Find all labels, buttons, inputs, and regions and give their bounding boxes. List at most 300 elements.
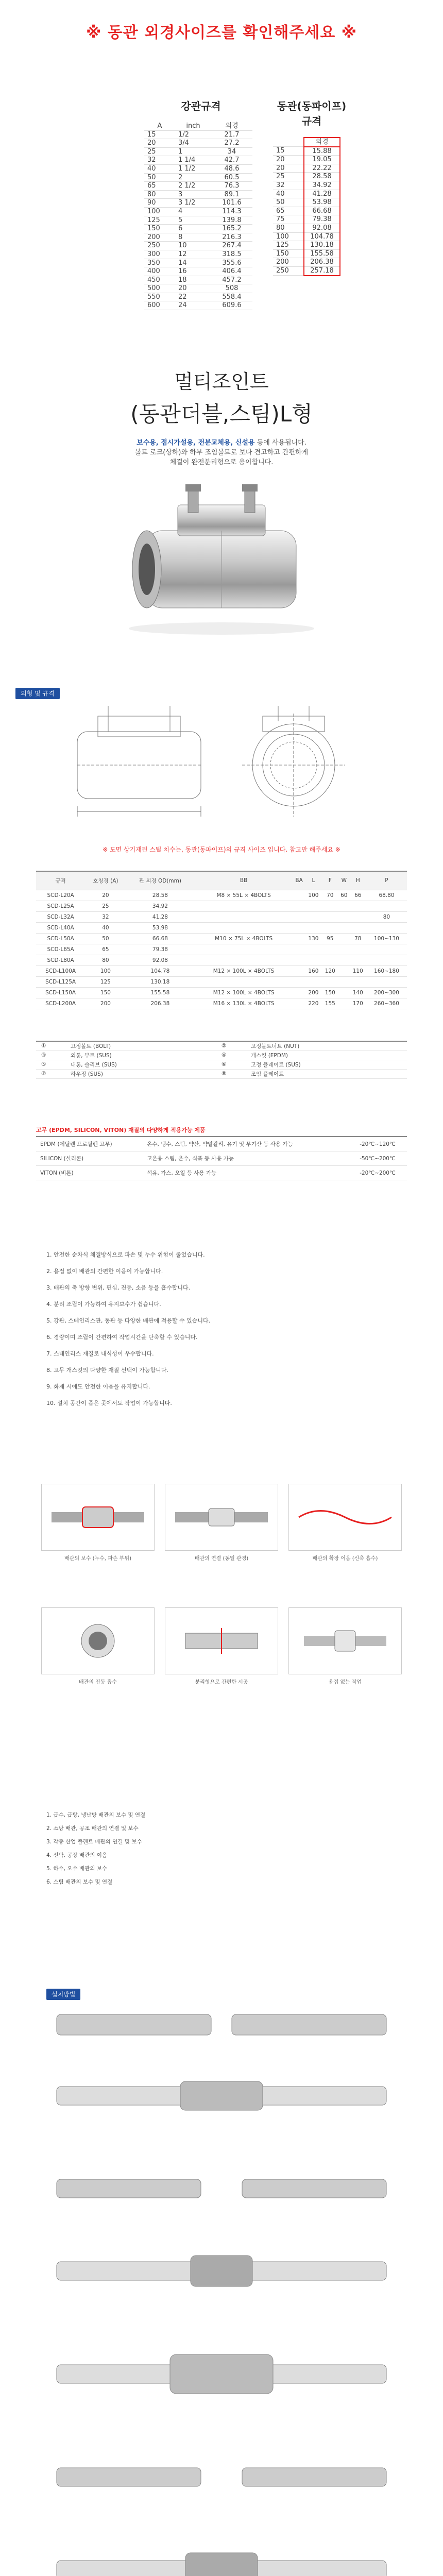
no-weld-photo [288,1607,402,1674]
feature-item: 9. 화재 시에도 안전한 이음을 유지합니다. [46,1383,150,1390]
spec-table-cell [366,922,407,933]
copper-table-cell: 150 [273,249,304,258]
gasket-cell: VITON (비톤) [36,1166,143,1180]
steel-table-cell: 89.1 [211,190,252,199]
steel-table-cell: 3/4 [175,139,211,148]
parts-cell: ③ [36,1050,65,1060]
copper-table-cell: 206.38 [304,258,340,267]
copper-table-cell: 200 [273,258,304,267]
spec-table-cell: 150 [322,987,338,998]
steel-table-cell: 450 [144,276,175,284]
steel-table-cell: 400 [144,267,175,276]
steel-header-od: 외경 [211,122,252,130]
steel-table-cell: 558.4 [211,293,252,301]
spec-table-row [36,944,407,955]
spec-table-cell [322,901,338,911]
spec-table-cell [194,922,293,933]
steel-table-cell: 8 [175,233,211,242]
spec-table-cell [322,955,338,965]
copper-table-cell: 155.58 [304,249,340,258]
spec-table [36,871,407,1009]
expansion-photo [288,1484,402,1551]
spec-table-cell [322,911,338,922]
steel-table-row [144,173,252,182]
steel-table-cell: 14 [175,259,211,267]
steel-table-row [144,267,252,276]
spec-table-cell: SCD-L25A [36,901,85,911]
spec-table-cell: 32 [85,911,126,922]
steel-table-row [144,225,252,233]
spec-table-cell: M12 × 100L × 4BOLTS [194,987,293,998]
steel-table-cell: 15 [144,130,175,139]
spec-table-row [36,922,407,933]
steel-table-cell: 350 [144,259,175,267]
spec-table-cell: M16 × 130L × 4BOLTS [194,998,293,1009]
spec-table-row [36,933,407,944]
spec-table-cell [194,944,293,955]
parts-cell: 내통, 슬리브 (SUS) [65,1060,216,1069]
spec-table-cell [293,987,305,998]
steel-table-row [144,182,252,191]
steel-table-cell: 250 [144,242,175,250]
product-title-line1: 멀티조인트 [174,370,269,393]
spec-table-cell [293,944,305,955]
copper-table-cell: 104.78 [304,232,340,241]
spec-table-header: L [305,871,321,890]
spec-table-header: F [322,871,338,890]
application-item [288,1607,402,1686]
spec-table-cell: 160~180 [366,965,407,976]
parts-cell: ⑧ [216,1069,246,1078]
steel-table-cell: 216.3 [211,233,252,242]
spec-table-cell: 200 [85,998,126,1009]
spec-table-cell [350,955,366,965]
spec-table-cell: SCD-L200A [36,998,85,1009]
steel-table-cell: 3 [175,190,211,199]
steel-table-cell: 27.2 [211,139,252,148]
spec-table-cell: SCD-L65A [36,944,85,955]
spec-table-cell: 41.28 [126,911,195,922]
copper-table [273,137,340,276]
steel-table-cell: 508 [211,284,252,293]
steel-table-row [144,216,252,225]
technical-drawing [57,701,386,835]
copper-table-cell: 53.98 [304,198,340,207]
copper-table-row [273,224,340,232]
steel-table-row [144,301,252,310]
application-item [165,1484,278,1563]
copper-table-cell: 80 [273,224,304,232]
spec-table-cell: SCD-L100A [36,965,85,976]
feature-item: 5. 강관, 스테인리스관, 동관 등 다양한 배관에 적용할 수 있습니다. [46,1317,211,1324]
spec-table-header: H [350,871,366,890]
steel-table-row [144,139,252,148]
spec-table-cell [338,922,350,933]
copper-table-row [273,164,340,173]
spec-table-row [36,976,407,987]
steel-table-cell: 500 [144,284,175,293]
steel-table-cell: 2 1/2 [175,182,211,191]
steel-table-row [144,164,252,173]
spec-table-cell: 20 [85,890,126,901]
spec-table-cell: 130 [305,933,321,944]
spec-table-cell [322,922,338,933]
banner-text: ※ 동관 외경사이즈를 확인해주세요 ※ [86,24,357,42]
gasket-cell: 고온용 스팀, 온수, 식품 등 사용 가능 [143,1151,348,1166]
spec-table-cell [293,998,305,1009]
copper-table-cell: 50 [273,198,304,207]
steel-table-cell: 50 [144,173,175,182]
spec-table-cell: 100~130 [366,933,407,944]
drawing-note: ※ 도면 상기재된 스틸 치수는, 동관(동파이프)의 규격 사이즈 입니다. 참고만 해주세요 ※ [103,846,340,853]
steel-table-cell: 21.7 [211,130,252,139]
spec-table-cell: 50 [85,933,126,944]
spec-table-cell [366,944,407,955]
steel-table-cell: 10 [175,242,211,250]
gasket-cell: -20℃~120℃ [348,1137,407,1151]
spec-table-cell [293,901,305,911]
steel-table-row [144,130,252,139]
spec-table-cell [350,922,366,933]
spec-table-cell [194,911,293,922]
steel-table-title: 강관규격 [181,100,221,112]
spec-table-row [36,890,407,901]
spec-table-cell: 80 [366,911,407,922]
steel-table-row [144,190,252,199]
steel-table-row [144,293,252,301]
copper-table-row [273,258,340,267]
gasket-row [36,1137,407,1151]
copper-table-row [273,241,340,250]
spec-table-cell: 68.80 [366,890,407,901]
steel-table-cell: 42.7 [211,156,252,165]
steel-table-cell: 300 [144,250,175,259]
steel-table-cell: 40 [144,164,175,173]
spec-table-cell [338,987,350,998]
spec-table-cell [366,976,407,987]
spec-table-cell [293,976,305,987]
steel-table-row [144,199,252,208]
spec-table-cell: 34.92 [126,901,195,911]
parts-cell: ① [36,1041,65,1050]
steel-table-cell: 114.3 [211,207,252,216]
copper-table-cell: 79.38 [304,215,340,224]
spec-table-cell [338,955,350,965]
product-title [0,366,443,428]
spec-table-cell: 220 [305,998,321,1009]
spec-table-cell [293,965,305,976]
features-list [46,1247,397,1412]
spec-table-cell [338,965,350,976]
steel-table-row [144,250,252,259]
spec-table-cell [322,976,338,987]
spec-table-cell [338,976,350,987]
steel-table-cell: 406.4 [211,267,252,276]
steel-table-cell: 32 [144,156,175,165]
copper-table-row [273,147,340,156]
steel-table-cell: 2 [175,173,211,182]
spec-table-cell: SCD-L80A [36,955,85,965]
install-sequence [36,1984,407,2576]
copper-header-od: 외경 [304,138,340,147]
spec-table-cell: 79.38 [126,944,195,955]
spec-table-cell [322,944,338,955]
spec-table-cell: 260~360 [366,998,407,1009]
spec-table-cell: 155.58 [126,987,195,998]
spec-table-cell [338,944,350,955]
section-tag-drawing: 외형 및 규격 [15,688,60,699]
spec-table-row [36,987,407,998]
description-lead-tail: 등에 사용됩니다. [257,439,306,447]
steel-table-cell: 1 [175,147,211,156]
gasket-cell: SILICON (실리콘) [36,1151,143,1166]
copper-table-cell: 75 [273,215,304,224]
spec-table-cell: 92.08 [126,955,195,965]
feature-item: 6. 경량이며 조립이 간편하여 작업시간을 단축할 수 있습니다. [46,1334,198,1341]
grid-caption: 배관의 연결 (동일 관경) [194,1556,249,1562]
steel-table-cell: 24 [175,301,211,310]
copper-table-cell: 130.18 [304,241,340,250]
copper-table-cell: 250 [273,266,304,275]
parts-list [36,1041,407,1079]
description-lead: 보수용, 접시가설용, 전분교체용, 신설용 [137,439,255,447]
spec-table-cell: 110 [350,965,366,976]
product-photo [111,474,332,644]
spec-table-row [36,901,407,911]
copper-table-cell: 32 [273,181,304,190]
spec-table-cell [305,901,321,911]
copper-table-cell: 15 [273,147,304,156]
spec-table-cell [293,922,305,933]
gasket-cell: -20℃~200℃ [348,1166,407,1180]
spec-table-cell [338,911,350,922]
steel-table-cell: 609.6 [211,301,252,310]
usage-item: 3. 각종 산업 플랜트 배관의 연결 및 보수 [46,1839,142,1845]
spec-table-cell: 125 [85,976,126,987]
copper-header-size [273,138,304,147]
spec-table-cell [194,955,293,965]
usage-item: 6. 스팀 배관의 보수 및 연결 [46,1879,113,1885]
spec-table-cell: 140 [350,987,366,998]
spec-table-row [36,911,407,922]
description-line2: 볼트 로크(상하)와 하부 조임볼트로 보다 견고하고 간편하게 [134,449,309,456]
connect-photo [165,1484,278,1551]
steel-table-cell: 457.2 [211,276,252,284]
steel-table-cell: 1/2 [175,130,211,139]
spec-table-cell [338,998,350,1009]
copper-table-row [273,181,340,190]
copper-table-cell: 125 [273,241,304,250]
spec-table-cell [350,911,366,922]
copper-table-row [273,215,340,224]
gasket-caption: 고무 (EPDM, SILICON, VITON) 재질의 다양하게 적용가능 제품 [36,1127,206,1133]
copper-table-cell: 66.68 [304,207,340,215]
spec-table-cell: 150 [85,987,126,998]
spec-table-cell [305,922,321,933]
spec-table-cell: 66.68 [126,933,195,944]
copper-table-row [273,249,340,258]
spec-table-cell: 40 [85,922,126,933]
split-photo [165,1607,278,1674]
parts-row [36,1050,407,1060]
steel-table-cell: 600 [144,301,175,310]
gasket-cell: -50℃~200℃ [348,1151,407,1166]
spec-table-cell: 104.78 [126,965,195,976]
size-tables [0,98,443,325]
spec-table-cell: 100 [85,965,126,976]
copper-table-cell: 41.28 [304,190,340,198]
spec-table-cell: 95 [322,933,338,944]
spec-table-cell [350,976,366,987]
steel-table-cell: 16 [175,267,211,276]
spec-table-header: BA [293,871,305,890]
spec-table-cell [338,933,350,944]
spec-table-header: P [366,871,407,890]
steel-table-cell: 1 1/4 [175,156,211,165]
spec-table-header: 호칭경 (A) [85,871,126,890]
steel-table-cell: 165.2 [211,225,252,233]
copper-table-cell: 92.08 [304,224,340,232]
steel-table-cell: 34 [211,147,252,156]
steel-table-cell: 65 [144,182,175,191]
spec-table-cell: 160 [305,965,321,976]
spec-table-cell [194,901,293,911]
copper-table-row [273,190,340,198]
spec-table-cell: SCD-L150A [36,987,85,998]
parts-cell: ⑦ [36,1069,65,1078]
vibration-photo [41,1607,155,1674]
spec-table-header: 규격 [36,871,85,890]
spec-table-cell: 155 [322,998,338,1009]
spec-table-cell [305,944,321,955]
parts-row [36,1041,407,1050]
spec-table-header: BB [194,871,293,890]
spec-table-cell: 28.58 [126,890,195,901]
copper-table-cell: 257.18 [304,266,340,275]
application-item [41,1607,155,1686]
spec-table-cell [305,955,321,965]
feature-item: 7. 스테인리스 재질로 내식성이 우수합니다. [46,1350,154,1357]
spec-table-cell [350,944,366,955]
copper-table-row [273,207,340,215]
feature-item: 10. 설치 공간이 좁은 곳에서도 작업이 가능합니다. [46,1400,172,1406]
spec-table-cell: SCD-L125A [36,976,85,987]
steel-table-cell: 101.6 [211,199,252,208]
feature-item: 1. 안전한 순차식 체결방식으로 파손 및 누수 위험이 줄었습니다. [46,1251,205,1258]
feature-item: 3. 배관의 축 방향 변위, 편심, 진동, 소음 등을 흡수합니다. [46,1284,191,1291]
steel-table-cell: 90 [144,199,175,208]
gasket-spec [36,1126,407,1180]
parts-cell: 고정볼트 (BOLT) [65,1041,216,1050]
steel-size-table [144,98,258,310]
spec-table-row [36,998,407,1009]
parts-cell: ⑥ [216,1060,246,1069]
steel-header-inch: inch [175,122,211,130]
gasket-row [36,1166,407,1180]
steel-table-row [144,242,252,250]
spec-table-cell: 53.98 [126,922,195,933]
usage-list [46,1808,397,1889]
copper-table-cell: 28.58 [304,173,340,181]
grid-caption: 용접 없는 작업 [328,1680,362,1685]
grid-caption: 배관의 확장 이음 (신축 흡수) [312,1556,378,1562]
parts-cell: 조임 플레이트 [246,1069,407,1078]
steel-table-row [144,207,252,216]
steel-table-cell: 1 1/2 [175,164,211,173]
spec-table-cell: 200~300 [366,987,407,998]
gasket-cell: EPDM (에틸렌 프로필렌 고무) [36,1137,143,1151]
spec-table-cell: SCD-L20A [36,890,85,901]
feature-item: 4. 분리 조립이 가능하여 유지보수가 쉽습니다. [46,1301,161,1308]
copper-table-cell: 65 [273,207,304,215]
copper-table-cell: 100 [273,232,304,241]
parts-cell: ② [216,1041,246,1050]
parts-cell: 하우징 (SUS) [65,1069,216,1078]
feature-item: 2. 용접 없이 배관의 간편한 이음이 가능합니다. [46,1268,163,1275]
spec-table-cell: 200 [305,987,321,998]
spec-table-cell: M8 × 55L × 4BOLTS [194,890,293,901]
copper-table-row [273,232,340,241]
steel-table-cell: 318.5 [211,250,252,259]
feature-item: 8. 고무 개스킷의 다양한 재질 선택이 가능합니다. [46,1367,168,1374]
parts-row [36,1069,407,1078]
steel-table-cell: 18 [175,276,211,284]
steel-table-cell: 550 [144,293,175,301]
steel-table-cell: 125 [144,216,175,225]
usage-item: 2. 소방 배관, 공조 배관의 연결 및 보수 [46,1825,139,1832]
copper-table-cell: 15.88 [304,147,340,156]
spec-table-cell: 100 [305,890,321,901]
spec-table-cell [305,976,321,987]
copper-table-cell: 19.05 [304,156,340,164]
copper-table-cell: 20 [273,164,304,173]
steel-table-cell: 4 [175,207,211,216]
spec-table-cell: 170 [350,998,366,1009]
spec-table-row [36,965,407,976]
steel-table-row [144,233,252,242]
steel-table-cell: 25 [144,147,175,156]
application-item [41,1484,155,1563]
application-item [288,1484,402,1563]
usage-item: 4. 선박, 공장 배관의 이음 [46,1852,107,1858]
spec-table-cell [194,976,293,987]
copper-table-row [273,266,340,275]
steel-table-cell: 5 [175,216,211,225]
spec-table-cell [293,890,305,901]
copper-size-table [273,98,350,276]
spec-table-cell: 70 [322,890,338,901]
spec-table-cell: 78 [350,933,366,944]
spec-table-cell [293,955,305,965]
steel-table-row [144,284,252,293]
spec-table-cell [293,911,305,922]
spec-table-cell: SCD-L40A [36,922,85,933]
top-banner [0,0,443,62]
description-line3: 체결이 완전분리형으로 용이합니다. [169,459,274,466]
steel-table-cell: 267.4 [211,242,252,250]
product-description [0,438,443,467]
copper-table-cell: 22.22 [304,164,340,173]
spec-table-cell: M10 × 75L × 4BOLTS [194,933,293,944]
steel-table-cell: 12 [175,250,211,259]
product-title-line2: (동관더블,스팀)L형 [130,401,313,427]
grid-caption: 분리형으로 간편한 시공 [195,1680,248,1685]
steel-table-cell: 48.6 [211,164,252,173]
steel-table-cell: 139.8 [211,216,252,225]
spec-table-header: 관 외경 OD(mm) [126,871,195,890]
spec-table-cell: 65 [85,944,126,955]
spec-table-cell: 130.18 [126,976,195,987]
